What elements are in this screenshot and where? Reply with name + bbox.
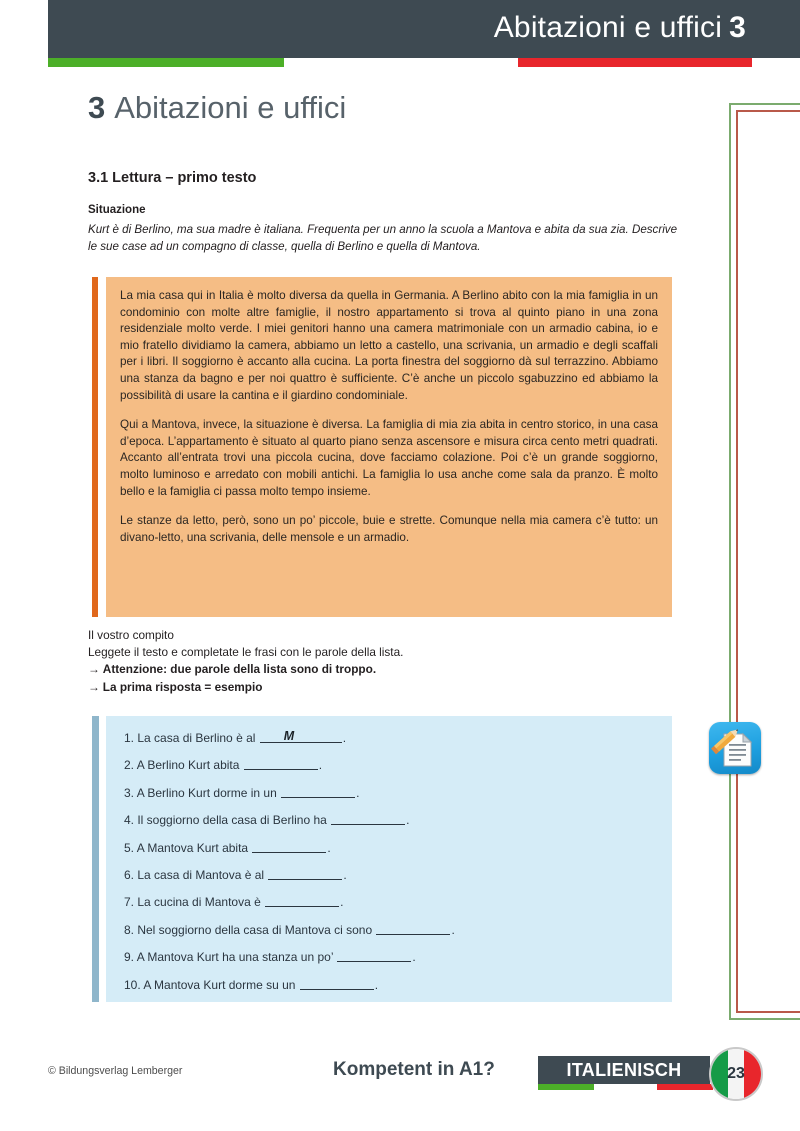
arrow-icon: → xyxy=(88,662,100,677)
exercise-item-number: 1. xyxy=(124,731,138,745)
header-title-text: Abitazioni e uffici xyxy=(493,11,723,44)
decorative-frame-inner xyxy=(736,110,800,1013)
exercise-item-punctuation: . xyxy=(356,785,360,800)
exercise-item-punctuation: . xyxy=(318,758,323,773)
task-note-2-text: La prima risposta = esempio xyxy=(102,679,263,694)
task-instructions xyxy=(88,627,648,696)
exercise-answer-blank[interactable] xyxy=(252,841,326,853)
exercise-item-number: 9. xyxy=(124,950,137,965)
exercise-item-text: Il soggiorno della casa di Berlino ha xyxy=(137,813,331,828)
exercise-item-text: A Berlino Kurt dorme in un xyxy=(136,785,281,800)
exercise-answer-blank[interactable] xyxy=(281,786,355,798)
exercise-answer-blank[interactable] xyxy=(268,868,342,880)
badge-red-rule xyxy=(657,1084,713,1090)
exercise-item-number: 4. xyxy=(124,813,138,828)
exercise-item-number: 3. xyxy=(124,785,137,800)
page-number: 23 xyxy=(727,1065,745,1082)
page-title xyxy=(88,90,346,126)
exercise-item-number: 6. xyxy=(124,867,138,882)
exercise-item-number: 2. xyxy=(124,758,137,773)
exercise-item-text: A Mantova Kurt ha una stanza un po’ xyxy=(136,950,337,965)
arrow-icon: → xyxy=(88,679,100,694)
reading-text-box xyxy=(106,277,672,617)
exercise-item-punctuation: . xyxy=(451,922,455,937)
section-title: 3.1 Lettura – primo testo xyxy=(88,170,257,186)
exercise-box xyxy=(106,716,672,1002)
exercise-item-text: A Mantova Kurt dorme su un xyxy=(143,977,299,992)
exercise-item-text: La casa di Mantova è al xyxy=(137,867,268,882)
header-title xyxy=(494,11,746,45)
exercise-answer-value: M xyxy=(283,729,295,743)
situazione-label: Situazione xyxy=(88,204,146,216)
exercise-item-punctuation: . xyxy=(406,813,410,828)
exercise-item-punctuation: . xyxy=(374,977,379,992)
exercise-answer-blank[interactable] xyxy=(260,731,342,743)
footer-copyright: © Bildungsverlag Lemberger xyxy=(48,1065,183,1077)
page-title-text: Abitazioni e uffici xyxy=(114,90,347,125)
badge-green-rule xyxy=(538,1084,594,1090)
exercise-item-text: A Berlino Kurt abita xyxy=(136,758,243,773)
situazione-text: Kurt è di Berlino, ma sua madre è italiana. Frequenta per un anno la scuola a Mantova e abita da sua zia. Descrive le sue case ad un compagno di classe, quella di Berlino e quella di Mantova. xyxy=(88,223,678,253)
italian-flag-page-badge xyxy=(709,1047,763,1101)
task-note-1 xyxy=(88,661,648,678)
exercise-item xyxy=(124,894,672,910)
header-green-rule xyxy=(48,58,284,67)
exercise-item-number: 10. xyxy=(124,977,144,992)
reading-paragraph: La mia casa qui in Italia è molto diversa da quella in Germania. A Berlino abito con la mia famiglia in un condominio con molte altre famiglie, il nostro appartamento si trova al quinto piano in una zona residenziale molto verde. I miei genitori hanno una camera matrimoniale con un armadio cabina, io e mio fratello dividiamo la camera, abbiamo un letto a castello, una scrivania, un armadio e degli scaffali per i libri. Il soggiorno è accanto alla cucina. La porta finestra del soggiorno dà sul terrazzino. Abbiamo una stanza da bagno e per noi quattro è sufficiente. C’è anche un piccolo sgabuzzino ed abbiamo la possibilità di usare la cantina e il giardino condominiale. xyxy=(120,289,658,402)
exercise-item-text: Nel soggiorno della casa di Mantova ci sono xyxy=(137,922,376,937)
exercise-item-punctuation: . xyxy=(342,731,347,745)
exercise-item-number: 5. xyxy=(124,840,137,855)
exercise-item xyxy=(124,922,672,938)
exercise-item xyxy=(124,785,672,801)
reading-paragraph: Le stanze da letto, però, sono un po’ piccole, buie e strette. Comunque nella mia camera c’è tutto: un divano-letto, una scrivania, delle mensole e un armadio. xyxy=(120,514,658,544)
exercise-item xyxy=(124,867,672,883)
exercise-item xyxy=(124,812,672,828)
exercise-answer-blank[interactable] xyxy=(244,758,318,770)
footer-series-title: Kompetent in A1? xyxy=(333,1059,495,1080)
exercise-item-number: 7. xyxy=(124,895,138,910)
reading-box-accent-bar xyxy=(92,277,98,617)
page-header-bar xyxy=(48,0,800,58)
exercise-answer-blank[interactable] xyxy=(265,895,339,907)
exercise-item-punctuation: . xyxy=(412,950,416,965)
exercise-item-text: La cucina di Mantova è xyxy=(137,895,265,910)
exercise-item-text: A Mantova Kurt abita xyxy=(136,840,252,855)
exercise-answer-blank[interactable] xyxy=(300,978,374,990)
exercise-answer-blank[interactable] xyxy=(337,950,411,962)
task-note-1-text: Attenzione: due parole della lista sono di troppo. xyxy=(102,662,377,677)
header-chapter-number: 3 xyxy=(729,11,746,44)
exercise-item-punctuation: . xyxy=(327,840,331,855)
exercise-item-punctuation: . xyxy=(343,867,347,882)
exercise-item-text: La casa di Berlino è al xyxy=(137,731,259,745)
task-note-2 xyxy=(88,679,648,696)
exercise-answer-blank[interactable] xyxy=(331,813,405,825)
exercise-item xyxy=(124,949,672,965)
reading-paragraph: Qui a Mantova, invece, la situazione è diversa. La famiglia di mia zia abita in centro storico, in una casa d’epoca. L’appartamento è situato al quarto piano senza ascensore e misura circa cento metri quadrati. Accanto all’entrata trovi una piccola cucina, dove facciamo colazione. Poi c’è un grande soggiorno, molto luminoso e arredato con mobili antichi. La famiglia lo usa anche come sala da pranzo. È molto bello e la famiglia ci passa molto tempo insieme. xyxy=(120,418,658,498)
exercise-item xyxy=(124,757,672,773)
exercise-item xyxy=(124,730,672,746)
exercise-item-number: 8. xyxy=(124,922,138,937)
exercise-answer-blank[interactable] xyxy=(376,923,450,935)
exercise-item xyxy=(124,977,672,993)
header-red-rule xyxy=(518,58,752,67)
exercise-item xyxy=(124,840,672,856)
pencil-document-icon xyxy=(709,722,761,774)
task-instruction: Leggete il testo e completate le frasi con le parole della lista. xyxy=(88,645,404,660)
task-heading: Il vostro compito xyxy=(88,628,174,642)
language-badge-label: ITALIENISCH xyxy=(566,1060,682,1080)
exercise-box-accent-bar xyxy=(92,716,99,1002)
language-badge xyxy=(538,1056,710,1084)
page-title-number: 3 xyxy=(88,90,106,125)
exercise-item-punctuation: . xyxy=(340,895,344,910)
